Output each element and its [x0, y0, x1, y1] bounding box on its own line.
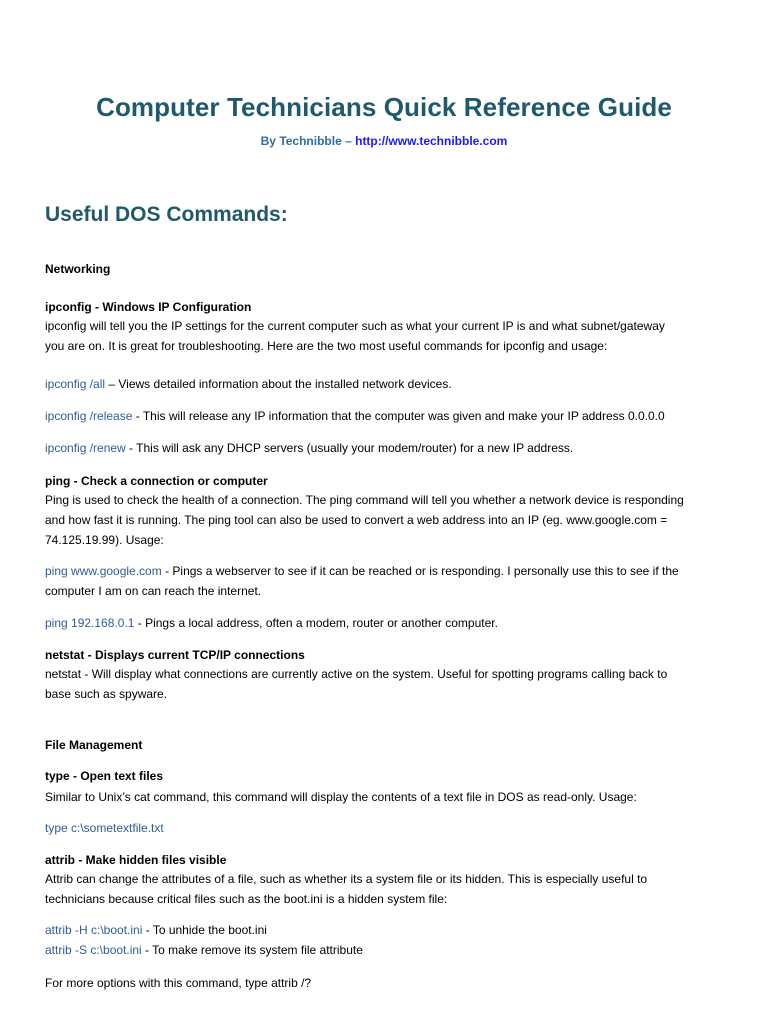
netstat-desc-line2: base such as spyware. [45, 687, 168, 701]
attrib-system-cmd: attrib -S c:\boot.ini [45, 943, 142, 957]
ipconfig-release-cmd: ipconfig /release [45, 409, 133, 423]
type-title: type - Open text files [45, 769, 164, 783]
ping-local-example [45, 613, 498, 633]
type-example-cmd: type c:\sometextfile.txt [45, 821, 164, 835]
ipconfig-renew-example [45, 438, 573, 458]
attrib-desc-line1: Attrib can change the attributes of a file, such as whether its a system file or its hidden. This is especially useful to [45, 872, 648, 886]
attrib-unhide-cmd: attrib -H c:\boot.ini [45, 923, 143, 937]
byline-prefix: By Technibble – [260, 134, 356, 148]
attrib-title: attrib - Make hidden files visible [45, 853, 227, 867]
ipconfig-desc-line2: you are on. It is great for troubleshooting. Here are the two most useful commands for ipconfig and usage: [45, 339, 608, 353]
attrib-system-example [45, 940, 363, 960]
attrib-unhide-desc: - To unhide the boot.ini [142, 923, 267, 937]
section-title: Useful DOS Commands: [45, 203, 288, 226]
ipconfig-all-desc: – Views detailed information about the installed network devices. [105, 377, 452, 391]
byline [0, 134, 768, 148]
networking-heading: Networking [45, 262, 111, 276]
ipconfig-release-desc: - This will release any IP information that the computer was given and make your IP address 0.0.0.0 [132, 409, 665, 423]
ipconfig-title: ipconfig - Windows IP Configuration [45, 300, 252, 314]
ipconfig-renew-desc: - This will ask any DHCP servers (usually your modem/router) for a new IP address. [125, 441, 574, 455]
ping-desc-line3: 74.125.19.99). Usage: [45, 533, 164, 547]
attrib-system-desc: - To make remove its system file attribute [141, 943, 363, 957]
ping-desc-line2: and how fast it is running. The ping tool can also be used to convert a web address into an IP (eg. www.google.com = [45, 513, 668, 527]
byline-url-link[interactable]: http://www.technibble.com [355, 134, 508, 148]
attrib-unhide-example [45, 920, 267, 940]
ping-title: ping - Check a connection or computer [45, 474, 268, 488]
type-desc-line1: Similar to Unix’s cat command, this command will display the contents of a text file in DOS as read-only. Usage: [45, 790, 637, 804]
ping-google-desc-line2: computer I am on can reach the internet. [45, 584, 262, 598]
netstat-desc-line1: netstat - Will display what connections are currently active on the system. Useful for spotting programs calling back to [45, 667, 668, 681]
ipconfig-release-example [45, 406, 665, 426]
ping-local-cmd: ping 192.168.0.1 [45, 616, 135, 630]
ping-google-example [45, 561, 679, 581]
ipconfig-all-cmd: ipconfig /all [45, 377, 106, 391]
netstat-title: netstat - Displays current TCP/IP connections [45, 648, 305, 662]
page-title: Computer Technicians Quick Reference Guide [96, 92, 672, 122]
ipconfig-desc-line1: ipconfig will tell you the IP settings for the current computer such as what your current IP is and what subnet/gateway [45, 319, 665, 333]
ping-local-desc: - Pings a local address, often a modem, router or another computer. [134, 616, 498, 630]
ipconfig-all-example [45, 374, 452, 394]
ping-google-cmd: ping www.google.com [45, 564, 162, 578]
ping-google-desc: - Pings a webserver to see if it can be reached or is responding. I personally use this to see if the [161, 564, 679, 578]
ipconfig-renew-cmd: ipconfig /renew [45, 441, 126, 455]
file-management-heading: File Management [45, 738, 143, 752]
ping-desc-line1: Ping is used to check the health of a connection. The ping command will tell you whether a network device is responding [45, 493, 684, 507]
attrib-desc-line2: technicians because critical files such as the boot.ini is a hidden system file: [45, 892, 448, 906]
attrib-more-options: For more options with this command, type attrib /? [45, 976, 312, 990]
